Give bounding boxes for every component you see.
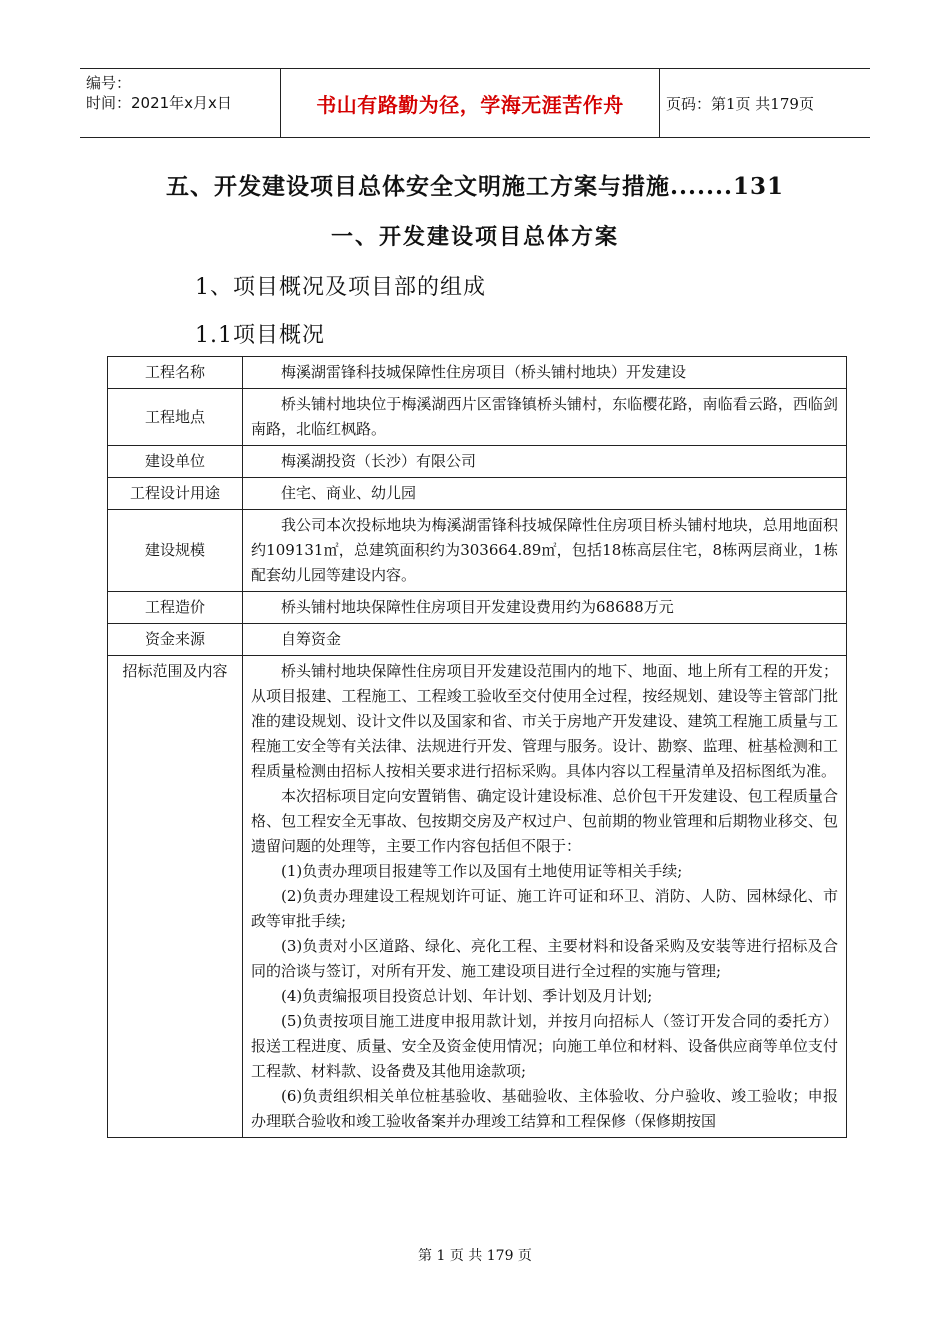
header-meta <box>86 73 232 113</box>
table-row <box>108 592 847 624</box>
section-heading: 五、开发建设项目总体安全文明施工方案与措施.......131 <box>165 173 785 200</box>
row-value <box>243 446 847 478</box>
row-paragraph: (5)负责按项目施工进度申报用款计划，并按月向招标人（签订开发合同的委托方）报送工程进度、质量、安全及资金使用情况；向施工单位和材料、设备供应商等单位支付工程款、材料款、设备费及其他用途款项; <box>251 1012 838 1080</box>
row-value <box>243 624 847 656</box>
row-label: 建设单位 <box>108 446 243 478</box>
table-row <box>108 357 847 389</box>
row-value <box>243 357 847 389</box>
row-paragraph: (3)负责对小区道路、绿化、亮化工程、主要材料和设备采购及安装等进行招标及合同的洽谈与签订，对所有开发、施工建设项目进行全过程的实施与管理; <box>251 937 838 980</box>
header-page-info: 页码：第1页 共179页 <box>666 94 814 113</box>
row-paragraph: (6)负责组织相关单位桩基验收、基础验收、主体验收、分户验收、竣工验收；申报办理联合验收和竣工验收备案并办理竣工结算和工程保修（保修期按国 <box>251 1087 838 1130</box>
row-paragraph: 梅溪湖雷锋科技城保障性住房项目（桥头铺村地块）开发建设 <box>281 363 687 381</box>
subitem-heading: 1.1项目概况 <box>195 323 325 348</box>
row-label: 资金来源 <box>108 624 243 656</box>
row-paragraph: 桥头铺村地块保障性住房项目开发建设费用约为68688万元 <box>281 598 674 616</box>
header-motto: 书山有路勤为径，学海无涯苦作舟 <box>280 69 660 137</box>
row-value <box>243 656 847 1138</box>
row-label: 工程名称 <box>108 357 243 389</box>
row-paragraph: (4)负责编报项目投资总计划、年计划、季计划及月计划; <box>281 987 653 1005</box>
part-heading: 一、开发建设项目总体方案 <box>330 224 619 250</box>
row-value <box>243 389 847 446</box>
row-paragraph: 桥头铺村地块保障性住房项目开发建设范围内的地下、地面、地上所有工程的开发；从项目报建、工程施工、工程竣工验收至交付使用全过程，按经规划、建设等主管部门批准的建设规划、设计文件以及国家和省、市关于房地产开发建设、建筑工程施工质量与工程施工安全等有关法律、法规进行开发、管理与服务。设计、勘察、监理、桩基检测和工程质量检测由招标人按相关要求进行招标采购。具体内容以工程量清单及招标图纸为准。 <box>251 662 838 780</box>
row-label: 工程地点 <box>108 389 243 446</box>
row-label: 工程造价 <box>108 592 243 624</box>
row-paragraph: (1)负责办理项目报建等工作以及国有土地使用证等相关手续; <box>281 862 683 880</box>
row-paragraph: 自筹资金 <box>281 630 342 648</box>
table-row <box>108 624 847 656</box>
row-paragraph: 本次招标项目定向安置销售、确定设计建设标准、总价包干开发建设、包工程质量合格、包工程安全无事故、包按期交房及产权过户、包前期的物业管理和后期物业移交、包遗留问题的处理等，主要工作内容包括但不限于： <box>251 787 838 855</box>
row-value <box>243 592 847 624</box>
row-paragraph: 我公司本次投标地块为梅溪湖雷锋科技城保障性住房项目桥头铺村地块，总用地面积约109131㎡，总建筑面积约为303664.89㎡，包括18栋高层住宅，8栋两层商业，1栋配套幼儿园等建设内容。 <box>251 516 838 584</box>
row-value <box>243 478 847 510</box>
table-row <box>108 446 847 478</box>
table-row <box>108 389 847 446</box>
page-header <box>80 68 870 138</box>
row-paragraph: 梅溪湖投资（长沙）有限公司 <box>281 452 477 470</box>
time-label: 时间：2021年x月x日 <box>86 94 232 112</box>
row-paragraph: (2)负责办理建设工程规划许可证、施工许可证和环卫、消防、人防、园林绿化、市政等审批手续; <box>251 887 838 930</box>
item-heading: 1、项目概况及项目部的组成 <box>195 275 486 300</box>
table-row <box>108 478 847 510</box>
table-row <box>108 656 847 1138</box>
row-label: 招标范围及内容 <box>108 656 243 1138</box>
number-label: 编号： <box>86 74 132 92</box>
project-overview-table <box>107 356 847 1138</box>
row-label: 建设规模 <box>108 510 243 592</box>
page-footer: 第 1 页 共 179 页 <box>418 1248 532 1264</box>
row-value <box>243 510 847 592</box>
row-paragraph: 住宅、商业、幼儿园 <box>281 484 417 502</box>
row-paragraph: 桥头铺村地块位于梅溪湖西片区雷锋镇桥头铺村，东临樱花路，南临看云路，西临剑南路，北临红枫路。 <box>251 395 838 438</box>
row-label: 工程设计用途 <box>108 478 243 510</box>
table-row <box>108 510 847 592</box>
